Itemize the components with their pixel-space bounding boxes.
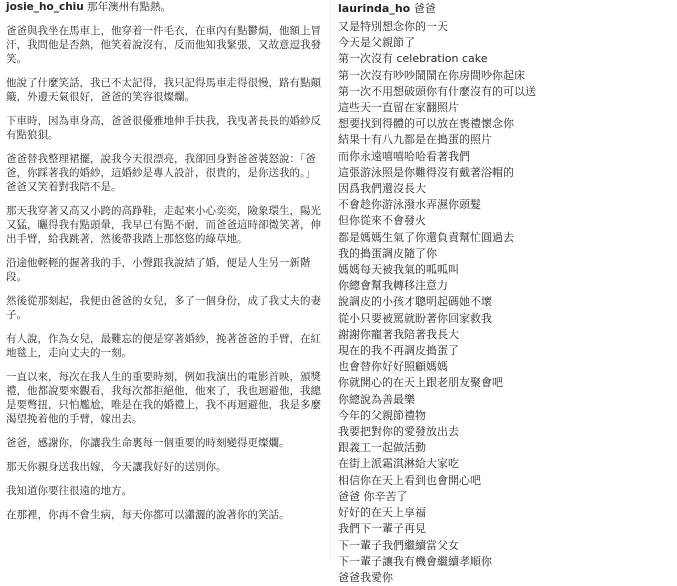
right-post-line: 好好的在天上享福: [338, 506, 426, 520]
right-post-line: 相信你在天上看到也會開心吧: [338, 473, 481, 487]
right-post-caption-header: [338, 2, 673, 16]
right-post-line: 下一輩子讓我有機會繼續孝順你: [338, 554, 492, 568]
left-post-caption: [6, 0, 326, 560]
right-post-line: 第一次沒有吵吵鬧鬧在你房間吵你起床: [338, 68, 525, 82]
left-post-username[interactable]: josie_ho_chiu: [6, 1, 84, 13]
right-post-line: 跟義工一起做活動: [338, 441, 426, 455]
right-post-line: 你就開心的在天上跟老朋友聚會吧: [338, 376, 503, 390]
right-post-line: 爸爸 你辛苦了: [338, 489, 408, 503]
right-post-line: 也會替你好好照顧媽媽: [338, 360, 448, 374]
left-post-paragraph: 沿途他輕輕的握著我的手，小聲跟我說結了婚，便是人生另一新階段。: [6, 257, 311, 283]
right-post-line: 我要把對你的愛發放出去: [338, 425, 459, 439]
right-post-line: 不會趁你游泳潑水弄濕你頭髮: [338, 198, 481, 212]
right-post-line: 又是特別想念你的一天: [338, 20, 448, 33]
left-post-paragraph: 下車時，因為車身高，爸爸很優雅地伸手扶我，我曳著長長的婚紗反有點狼狽。: [6, 115, 321, 141]
left-post-paragraph: 爸爸，感謝你，你讓我生命裏每一個重要的時刻變得更燦爛。: [6, 437, 290, 449]
right-post-line: 現在的我不再調皮搗蛋了: [338, 344, 459, 358]
left-post-paragraph: 他說了什麼笑話，我已不太記得，我只記得馬車走得很慢，路有點顛簸，外邊天氣很好，爸爸的笑容很燦爛。: [6, 77, 321, 103]
right-post-line: 想要找到得體的可以放在喪禮懷念你: [338, 117, 514, 131]
right-post-caption-first: 爸爸: [413, 2, 436, 15]
right-post-line: 今天是父親節了: [338, 36, 415, 50]
right-post-line: 從小只要被罵就盼著你回家救我: [338, 311, 492, 325]
right-post-line: 你總會幫我轉移注意力: [338, 279, 448, 293]
right-post-line: 謝謝你寵著我陪著我長大: [338, 327, 459, 341]
left-post-paragraph: 爸爸與我坐在馬車上，他穿着一件毛衣，在車內有點鬱焗，他額上冒汗，我問他是否熱，他笑着說沒有，反而他知我緊張，又故意逗我發笑。: [6, 25, 321, 65]
left-post-paragraph: 有人說，作為女兒，最難忘的便是穿著婚紗，挽著爸爸的手臂，在紅地毯上，走向丈夫的一刻。: [6, 333, 321, 359]
right-post-line: 第一次不用想破頭你有什麼沒有的可以送: [338, 84, 536, 98]
right-post-line: 下一輩子我們繼續當父女: [338, 538, 459, 552]
right-post-line: 媽媽每天被我氣的呱呱叫: [338, 263, 459, 277]
left-post-paragraph: 一直以來，每次在我人生的重要時刻，例如我演出的電影首映，頒獎禮，他都說要來觀看，我每次都拒絕他，他來了，我也迴避他，我總是要彆扭，只怕尷尬，唯是在我的婚禮上，我不再迴避他，我是多麼渴望挽着他的手臂，嫁出去。: [6, 371, 321, 425]
left-post-paragraph: 我知道你要往很遠的地方。: [6, 485, 132, 497]
left-post-paragraph: 然後從那刻起，我便由爸爸的女兒，多了一個身份，成了我丈夫的妻子。: [6, 295, 321, 321]
right-post-username[interactable]: laurinda_ho: [338, 2, 411, 15]
column-divider: [330, 0, 331, 560]
right-post-line: 但你從來不會發火: [338, 214, 426, 228]
right-post-line: 我們下一輩子再見: [338, 522, 426, 536]
right-post-line: 我的搗蛋調皮隨了你: [338, 246, 437, 260]
right-post-line: 你總說為善最樂: [338, 392, 415, 406]
right-post-line: 都是媽媽生氣了你還負責幫忙圓過去: [338, 230, 514, 244]
right-post-line: 說調皮的小孩才聰明起碼她不壞: [338, 295, 492, 309]
left-post-paragraph: 在那裡，你再不會生病，每天你都可以瀟灑的說著你的笑話。: [6, 509, 290, 521]
right-post-line: 今年的父親節禮物: [338, 408, 426, 422]
right-post-caption: [338, 0, 673, 584]
right-post-line: 第一次沒有 celebration cake: [338, 52, 488, 66]
right-post-line: 結果十有八九都是在搗蛋的照片: [338, 133, 492, 147]
right-post-line: 在街上派霜淇淋給大家吃: [338, 457, 459, 471]
right-post-line: 因爲我們還沒長大: [338, 182, 426, 196]
left-post-caption-header: [6, 0, 326, 14]
left-post-paragraph: 那天你親身送我出嫁，今天讓我好好的送別你。: [6, 461, 227, 473]
right-post-line: 這張游泳照是你難得沒有戴著浴帽的: [338, 165, 514, 179]
right-post-line: 這些天一直留在家翻照片: [338, 101, 459, 115]
left-post-paragraph: 爸爸替我整理裙擺，說我今天很漂亮，我卻回身對爸爸裝怒說：「爸爸，你踩著我的婚紗，這婚紗是專人設計，很貴的，是你送我的。」爸爸又笑着對我陪不是。: [6, 153, 316, 193]
left-post-paragraph: 那天我穿著又高又小跨的高踭鞋，走起來小心奕奕，險象環生，陽光又猛，曬得我有點頭暈，我早已有點不耐，而爸爸這時卻微笑著，伸出手臂，給我跳著，然後帶我踏上那悠悠的綠草地。: [6, 205, 321, 245]
right-post-line: 爸爸我愛你: [338, 570, 393, 584]
left-post-caption-first: 那年澳州有點熱。: [87, 1, 172, 13]
right-post-line: 而你永遠嘻嘻哈哈看著我們: [338, 149, 470, 163]
